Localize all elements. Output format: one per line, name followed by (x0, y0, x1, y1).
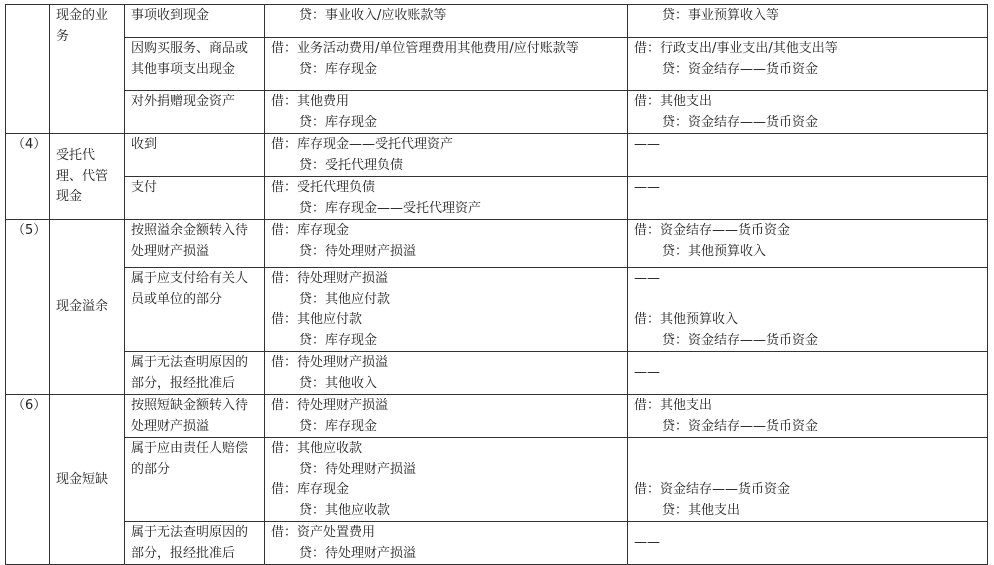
entry-line: 贷：库存现金 (298, 61, 377, 77)
item-cell: 事项收到现金 (125, 5, 265, 38)
entry-line: 贷：库存现金 (298, 418, 377, 434)
entry-line: 借：库存现金 (271, 482, 350, 497)
table-row (6, 352, 988, 395)
item-cell: 收到 (125, 134, 265, 177)
table-row (6, 134, 988, 177)
category-cell: 受托代理、代管现金 (50, 134, 125, 220)
group-number-cell (6, 5, 50, 134)
entry-line: 贷：其他应收款 (298, 502, 390, 518)
entry-line: 贷：其他应付款 (298, 291, 390, 307)
entry-line: —— (634, 365, 660, 381)
entry-line: 借：库存现金——受托代理资产 (271, 137, 454, 152)
group-number-cell: （5） (6, 220, 50, 395)
item-cell: 按照溢余金额转入待处理财产损溢 (125, 220, 265, 268)
table-row (6, 38, 988, 91)
entry-line: 借：其他应收款 (271, 441, 363, 456)
budget-entry-cell (628, 352, 988, 395)
entry-line (634, 290, 981, 311)
entry-line: —— (634, 180, 660, 195)
item-cell: 对外捐赠现金资产 (125, 91, 265, 134)
financial-entry-cell (265, 522, 628, 565)
budget-entry-cell (628, 395, 988, 438)
budget-entry-cell (628, 522, 988, 565)
entry-line: —— (634, 137, 660, 152)
entry-line: —— (634, 535, 660, 551)
entry-line: 借：行政支出/事业支出/其他支出等 (634, 41, 838, 56)
entry-line: 贷：待处理财产损溢 (298, 545, 416, 561)
entry-line: 借：待处理财产损溢 (271, 271, 389, 286)
entry-line: 借：资金结存——货币资金 (634, 482, 791, 497)
entry-line: 借：待处理财产损溢 (271, 398, 389, 413)
financial-entry-cell (265, 134, 628, 177)
entry-line: 借：其他支出 (634, 94, 713, 109)
budget-entry-cell (628, 220, 988, 268)
group-number-cell: （4） (6, 134, 50, 220)
entry-line: 贷：库存现金 (298, 332, 377, 348)
budget-entry-cell (628, 134, 988, 177)
financial-entry-cell (265, 5, 628, 38)
entry-line: 借：受托代理负债 (271, 180, 376, 195)
entry-line: —— (634, 271, 660, 286)
category-cell: 现金溢余 (50, 220, 125, 395)
entry-line: 借：库存现金 (271, 223, 350, 238)
entry-line: 贷：待处理财产损溢 (298, 243, 416, 259)
financial-entry-cell (265, 438, 628, 522)
item-cell: 属于应由责任人赔偿的部分 (125, 438, 265, 522)
financial-entry-cell (265, 177, 628, 220)
table-row (6, 438, 988, 522)
financial-entry-cell (265, 91, 628, 134)
table-row (6, 91, 988, 134)
entry-line: 贷：资金结存——货币资金 (661, 418, 818, 434)
entry-line: 借：其他应付款 (271, 312, 363, 327)
financial-entry-cell (265, 268, 628, 352)
entry-line: 贷：资金结存——货币资金 (661, 61, 818, 77)
entry-line: 借：其他预算收入 (634, 312, 739, 327)
entry-line: 贷：资金结存——货币资金 (661, 114, 818, 130)
entry-line: 贷：资金结存——货币资金 (661, 332, 818, 348)
budget-entry-cell (628, 438, 988, 522)
budget-entry-cell (628, 38, 988, 91)
entry-line: 贷：受托代理负债 (298, 157, 403, 173)
category-cell: 现金的业务 (50, 5, 125, 134)
entry-line: 贷：其他收入 (298, 375, 377, 391)
financial-entry-cell (265, 352, 628, 395)
item-cell: 属于无法查明原因的部分，报经批准后 (125, 522, 265, 565)
item-cell: 属于应支付给有关人员或单位的部分 (125, 268, 265, 352)
category-cell: 现金短缺 (50, 395, 125, 565)
table-row (6, 395, 988, 438)
financial-entry-cell (265, 38, 628, 91)
group-number-cell: （6） (6, 395, 50, 565)
entry-line: 借：资金结存——货币资金 (634, 223, 791, 238)
entry-line: 借：业务活动费用/单位管理费用其他费用/应付账款等 (271, 41, 579, 56)
budget-entry-cell (628, 177, 988, 220)
item-cell: 因购买服务、商品或其他事项支出现金 (125, 38, 265, 91)
budget-entry-cell (628, 5, 988, 38)
entry-line: 借：资产处置费用 (271, 525, 376, 540)
entry-line (634, 439, 981, 460)
table-row (6, 522, 988, 565)
entry-line: 贷：库存现金——受托代理资产 (298, 200, 481, 216)
entry-line: 贷：其他支出 (661, 502, 740, 518)
item-cell: 按照短缺金额转入待处理财产损溢 (125, 395, 265, 438)
entry-line: 贷：事业预算收入等 (661, 8, 779, 23)
entry-line: 借：其他费用 (271, 94, 350, 109)
entry-line: 借：待处理财产损溢 (271, 355, 389, 370)
entry-line: 贷：库存现金 (298, 114, 377, 130)
table-row (6, 268, 988, 352)
entry-line: 贷：其他预算收入 (661, 243, 766, 259)
table-row (6, 5, 988, 38)
item-cell: 属于无法查明原因的部分，报经批准后 (125, 352, 265, 395)
budget-entry-cell (628, 91, 988, 134)
budget-entry-cell (628, 268, 988, 352)
financial-entry-cell (265, 395, 628, 438)
entry-line: 借：其他支出 (634, 398, 713, 413)
table-row (6, 220, 988, 268)
entry-line (634, 460, 981, 481)
entry-line: 贷：待处理财产损溢 (298, 461, 416, 477)
financial-entry-cell (265, 220, 628, 268)
table-row (6, 177, 988, 220)
entry-line: 贷：事业收入/应收账款等 (298, 8, 447, 23)
accounting-entries-table (5, 4, 988, 565)
item-cell: 支付 (125, 177, 265, 220)
